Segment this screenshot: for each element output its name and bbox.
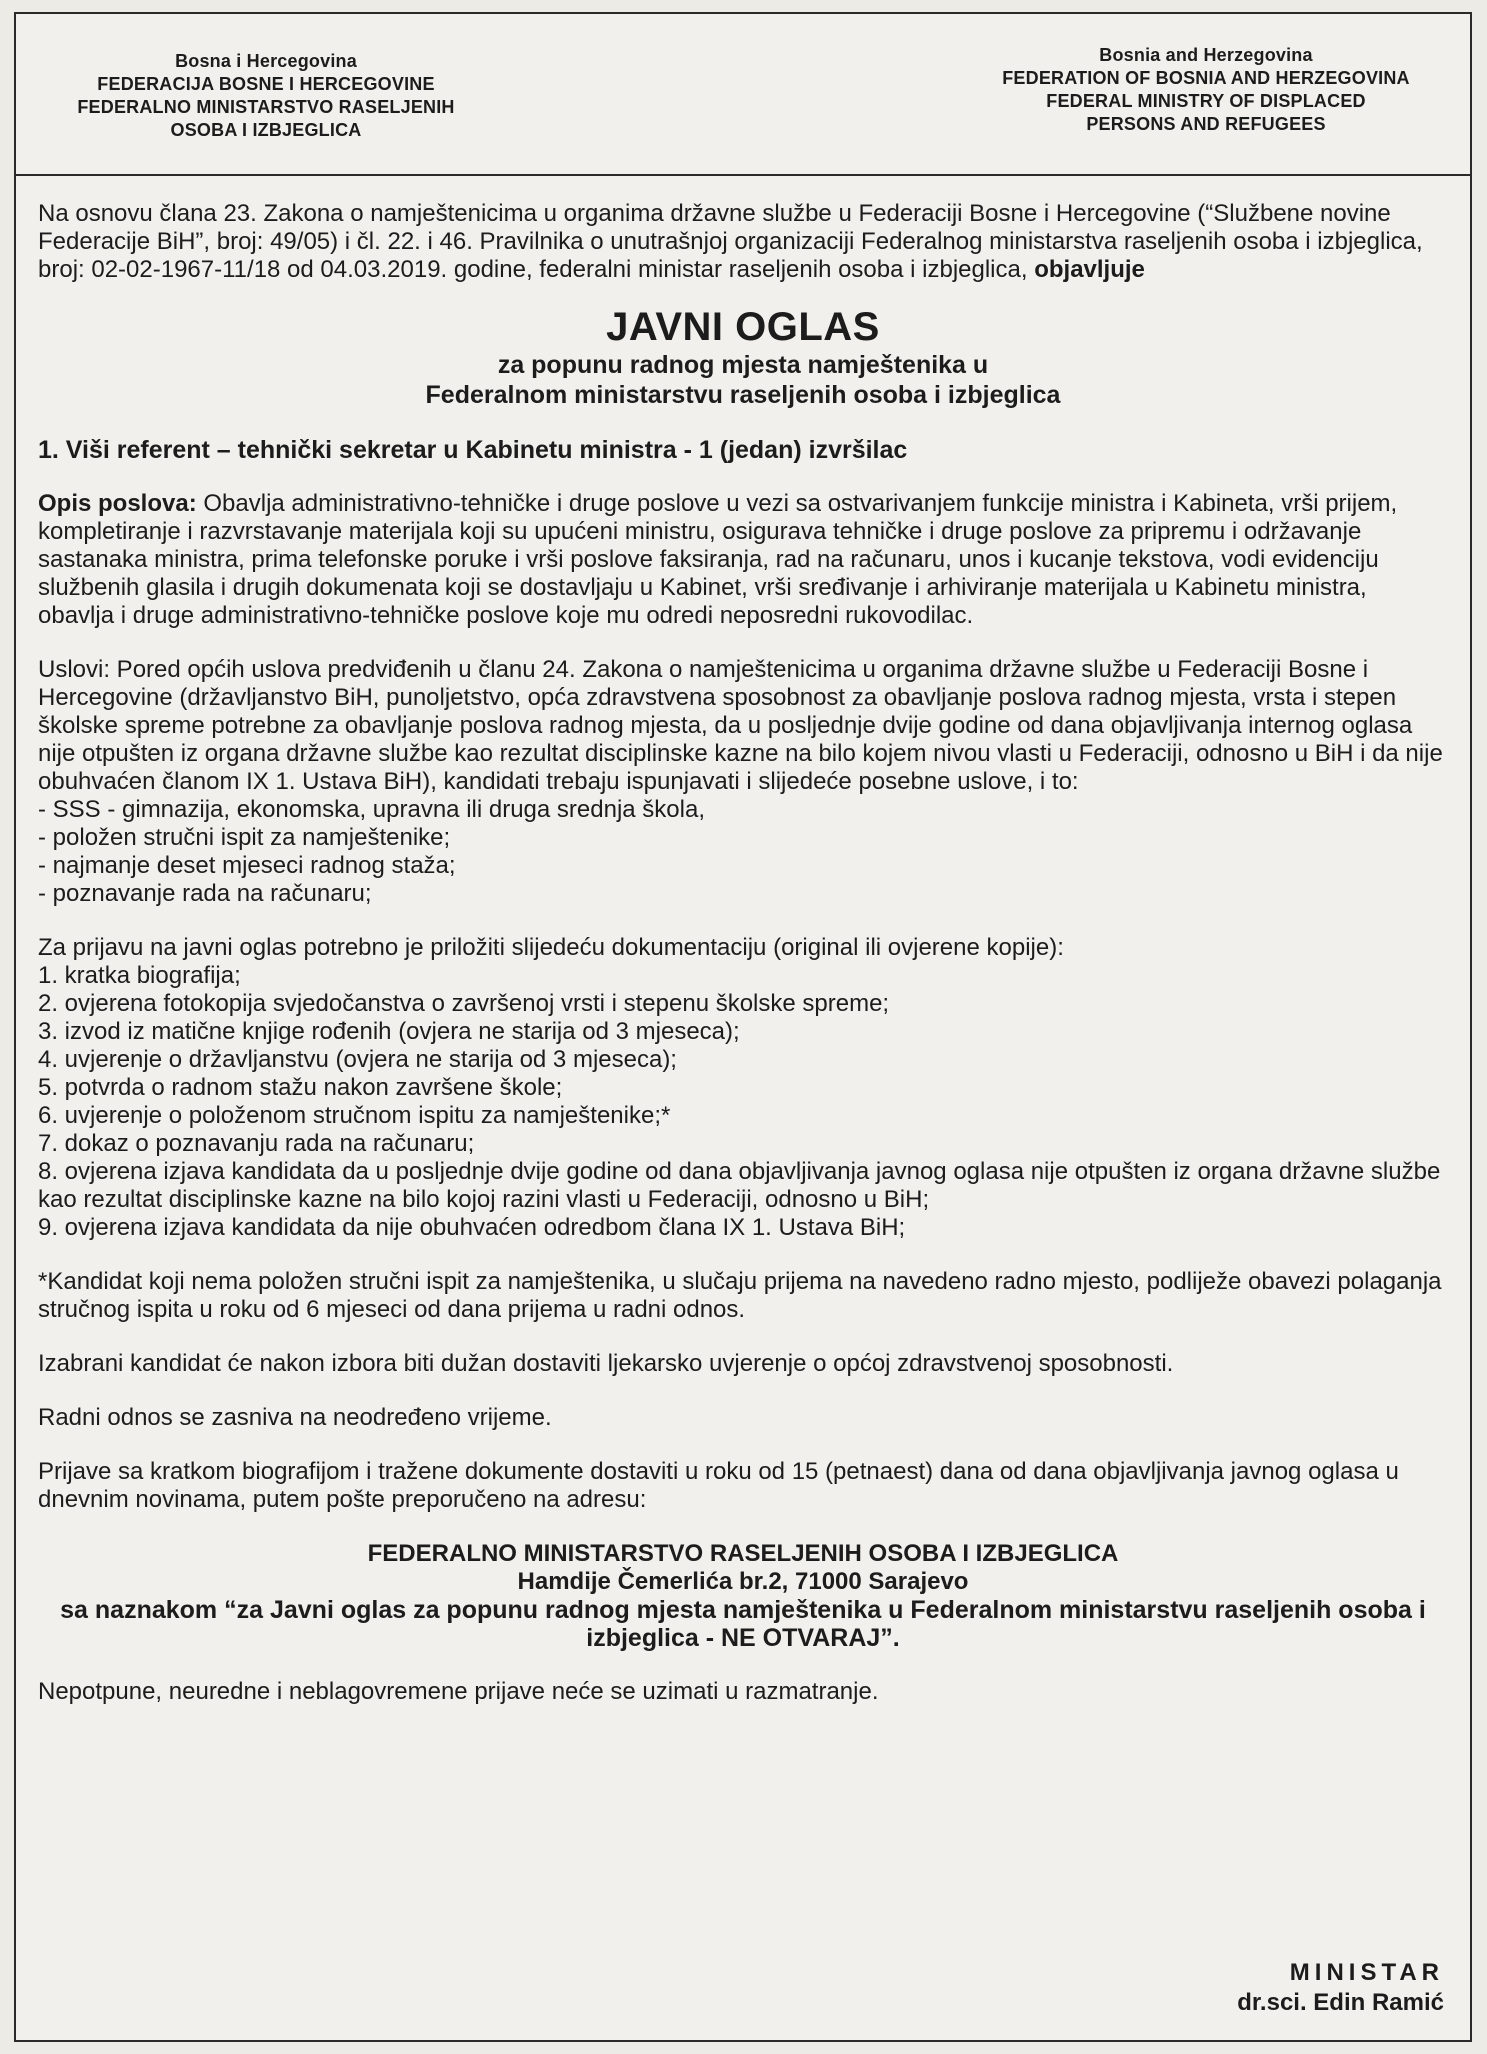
header-right-line1: Bosnia and Herzegovina	[1099, 45, 1313, 65]
header-right-english	[966, 44, 1446, 136]
announcement-title: JAVNI OGLAS	[606, 305, 880, 349]
header-right-line3: FEDERAL MINISTRY OF DISPLACED	[1046, 91, 1366, 111]
signature-title: MINISTAR	[1289, 1959, 1444, 1986]
requirements-list	[38, 796, 1448, 908]
address-line3: sa naznakom “za Javni oglas za popunu radnog mjesta namještenika u Federalnom ministarstvu raseljenih osoba i izbjeglica - NE OTVARAJ”.	[60, 1596, 1426, 1652]
header-left-line2: FEDERACIJA BOSNE I HERCEGOVINE	[97, 74, 435, 94]
list-item: 6. uvjerenje o položenom stručnom ispitu za namještenike;*	[38, 1102, 671, 1129]
address-block	[38, 1540, 1448, 1652]
duties-label: Opis poslova:	[38, 490, 197, 517]
signature-name: dr.sci. Edin Ramić	[1237, 1989, 1444, 2016]
header-left-line4: OSOBA I IZBJEGLICA	[170, 120, 362, 140]
list-item: 3. izvod iz matične knjige rođenih (ovjera ne starija od 3 mjeseca);	[38, 1018, 740, 1045]
list-item: - najmanje deset mjeseci radnog staža;	[38, 852, 456, 879]
medical-paragraph: Izabrani kandidat će nakon izbora biti dužan dostaviti ljekarsko uvjerenje o općoj zdravstvenoj sposobnosti.	[38, 1350, 1174, 1377]
list-item: 4. uvjerenje o državljanstvu (ovjera ne starija od 3 mjeseca);	[38, 1046, 677, 1073]
position-heading: 1. Viši referent – tehnički sekretar u Kabinetu ministra - 1 (jedan) izvršilac	[38, 436, 908, 464]
list-item: 9. ovjerena izjava kandidata da nije obuhvaćen odredbom člana IX 1. Ustava BiH;	[38, 1214, 906, 1241]
document-header	[16, 14, 1470, 176]
submission-paragraph: Prijave sa kratkom biografijom i tražene dokumente dostaviti u roku od 15 (petnaest) dana od dana objavljivanja javnog oglasa u dnevnim novinama, putem pošte preporučeno na adresu:	[38, 1458, 1399, 1513]
exam-note: *Kandidat koji nema položen stručni ispit za namještenika, u slučaju prijema na navedeno radno mjesto, podliježe obavezi polaganja stručnog ispita u roku od 6 mjeseci od dana prijema u radni odnos.	[38, 1268, 1442, 1323]
duties-text: Obavlja administrativno-tehničke i druge poslove u vezi sa ostvarivanjem funkcije ministra i Kabineta, vrši prijem, kompletiranje i razvrstavanje materijala koji su upućeni ministru, osigurava tehničke i druge poslove za pripremu i održavanje sastanaka ministra, prima telefonske poruke i vrši poslove faksiranja, rad na računaru, unos i kucanje tekstova, vodi evidenciju službenih glasila i drugih dokumenata koji se dostavljaju u Kabinet, vrši sređivanje i arhiviranje materijala u Kabinetu ministra, obavlja i druge administrativno-tehničke poslove koje mu odredi neposredni rukovodilac.	[38, 490, 1398, 629]
duties-paragraph	[38, 490, 1448, 630]
list-item: 7. dokaz o poznavanju rada na računaru;	[38, 1130, 475, 1157]
header-right-line2: FEDERATION OF BOSNIA AND HERZEGOVINA	[1002, 68, 1410, 88]
list-item: 2. ovjerena fotokopija svjedočanstva o završenoj vrsti i stepenu školske spreme;	[38, 990, 890, 1017]
list-item: 5. potvrda o radnom stažu nakon završene škole;	[38, 1074, 563, 1101]
list-item: 1. kratka biografija;	[38, 962, 241, 989]
address-line2: Hamdije Čemerlića br.2, 71000 Sarajevo	[517, 1568, 969, 1595]
document-page	[14, 12, 1472, 2042]
documents-list	[38, 962, 1448, 1242]
intro-paragraph	[38, 200, 1448, 284]
employment-paragraph: Radni odnos se zasniva na neodređeno vrijeme.	[38, 1404, 552, 1431]
signature-block	[1237, 1958, 1444, 2018]
header-right-line4: PERSONS AND REFUGEES	[1086, 114, 1326, 134]
announcement-subtitle-1: za popunu radnog mjesta namještenika u	[497, 351, 989, 379]
announcement-subtitle-2: Federalnom ministarstvu raseljenih osoba i izbjeglica	[425, 381, 1061, 409]
intro-bold: objavljuje	[1034, 256, 1145, 283]
list-item: - poznavanje rada na računaru;	[38, 880, 372, 907]
header-left-bosnian	[46, 50, 486, 142]
document-body	[38, 200, 1448, 1706]
list-item: - SSS - gimnazija, ekonomska, upravna ili druga srednja škola,	[38, 796, 705, 823]
list-item: - položen stručni ispit za namještenike;	[38, 824, 451, 851]
conditions-paragraph: Uslovi: Pored općih uslova predviđenih u članu 24. Zakona o namještenicima u organima državne službe u Federaciji Bosne i Hercegovine (državljanstvo BiH, punoljetstvo, opća zdravstvena sposobnost za obavljanje poslova radnog mjesta, vrsta i stepen školske spreme potrebne za obavljanje poslova radnog mjesta, da u posljednje dvije godine od dana objavljivanja internog oglasa nije otpušten iz organa državne službe kao rezultat disciplinske kazne na bilo kojem nivou vlasti u Federaciji, odnosno u BiH i da nije obuhvaćen članom IX 1. Ustava BiH), kandidati trebaju ispunjavati i slijedeće posebne uslove, i to:	[38, 656, 1443, 795]
address-line1: FEDERALNO MINISTARSTVO RASELJENIH OSOBA I IZBJEGLICA	[367, 1540, 1119, 1567]
intro-text: Na osnovu člana 23. Zakona o namještenicima u organima državne službe u Federaciji Bosne i Hercegovine (“Službene novine Federacije BiH”, broj: 49/05) i čl. 22. i 46. Pravilnika o unutrašnjoj organizaciji Federalnog ministarstva raseljenih osoba i izbjeglica, broj: 02-02-1967-11/18 od 04.03.2019. godine, federalni ministar raseljenih osoba i izbjeglica,	[38, 200, 1423, 283]
closing-paragraph: Nepotpune, neuredne i neblagovremene prijave neće se uzimati u razmatranje.	[38, 1678, 879, 1705]
header-left-line1: Bosna i Hercegovina	[175, 51, 357, 71]
documents-intro: Za prijavu na javni oglas potrebno je priložiti slijedeću dokumentaciju (original ili ovjerene kopije):	[38, 934, 1064, 961]
list-item: 8. ovjerena izjava kandidata da u posljednje dvije godine od dana objavljivanja javnog oglasa nije otpušten iz organa državne službe kao rezultat disciplinske kazne na bilo kojoj razini vlasti u Federaciji, odnosno u BiH;	[38, 1158, 1441, 1213]
header-left-line3: FEDERALNO MINISTARSTVO RASELJENIH	[77, 97, 455, 117]
